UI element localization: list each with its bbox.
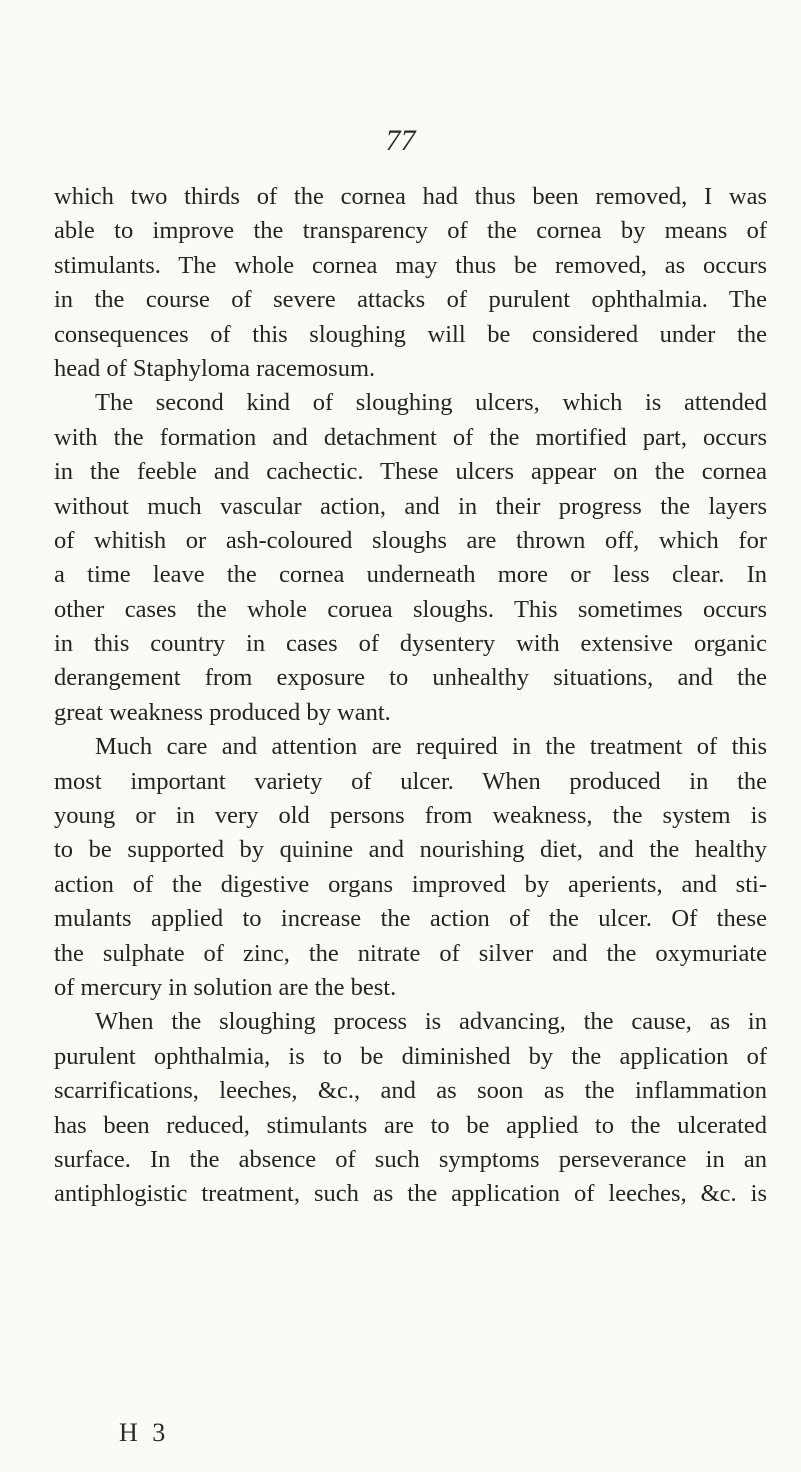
- text-line: Much care and attention are required in the treatment of this: [95, 733, 767, 761]
- text-line: head of Staphyloma racemosum.: [54, 354, 376, 382]
- text-line: other cases the whole coruea sloughs. This sometimes occurs: [54, 595, 767, 623]
- text-line: has been reduced, stimulants are to be applied to the ulcerated: [54, 1111, 767, 1139]
- text-line: purulent ophthalmia, is to be diminished by the application of: [54, 1042, 767, 1070]
- text-line: a time leave the cornea underneath more or less clear. In: [54, 561, 767, 589]
- text-line: of whitish or ash-coloured sloughs are thrown off, which for: [54, 526, 767, 554]
- text-line: great weakness produced by want.: [54, 698, 391, 726]
- signature-mark: H 3: [119, 1418, 170, 1447]
- text-line: the sulphate of zinc, the nitrate of silver and the oxymuriate: [54, 939, 767, 967]
- text-line: without much vascular action, and in their progress the layers: [54, 492, 767, 520]
- text-line: action of the digestive organs improved by aperients, and sti-: [54, 870, 767, 898]
- text-line: of mercury in solution are the best.: [54, 973, 397, 1001]
- text-line: stimulants. The whole cornea may thus be removed, as occurs: [54, 251, 767, 279]
- text-line: in this country in cases of dysentery with extensive organic: [54, 630, 767, 658]
- text-line: The second kind of sloughing ulcers, which is attended: [95, 389, 767, 417]
- text-line: When the sloughing process is advancing, the cause, as in: [95, 1008, 767, 1036]
- text-line: young or in very old persons from weakness, the system is: [54, 802, 767, 830]
- text-line: consequences of this sloughing will be considered under the: [54, 320, 767, 348]
- text-line: derangement from exposure to unhealthy situations, and the: [54, 664, 767, 692]
- text-line: scarrifications, leeches, &c., and as soon as the inflammation: [54, 1077, 767, 1105]
- text-line: surface. In the absence of such symptoms perseverance in an: [54, 1145, 767, 1173]
- text-line: mulants applied to increase the action of the ulcer. Of these: [54, 905, 767, 933]
- text-line: most important variety of ulcer. When produced in the: [54, 767, 767, 795]
- page-number: 77: [385, 124, 416, 157]
- text-line: antiphlogistic treatment, such as the application of leeches, &c. is: [54, 1180, 767, 1208]
- text-line: in the course of severe attacks of purulent ophthalmia. The: [54, 286, 767, 314]
- text-line: with the formation and detachment of the mortified part, occurs: [54, 423, 767, 451]
- text-line: which two thirds of the cornea had thus been removed, I was: [54, 183, 767, 210]
- body-text: [54, 180, 767, 1212]
- text-line: to be supported by quinine and nourishing diet, and the healthy: [54, 836, 767, 864]
- text-line: able to improve the transparency of the cornea by means of: [54, 217, 767, 245]
- text-line: in the feeble and cachectic. These ulcers appear on the cornea: [54, 458, 767, 486]
